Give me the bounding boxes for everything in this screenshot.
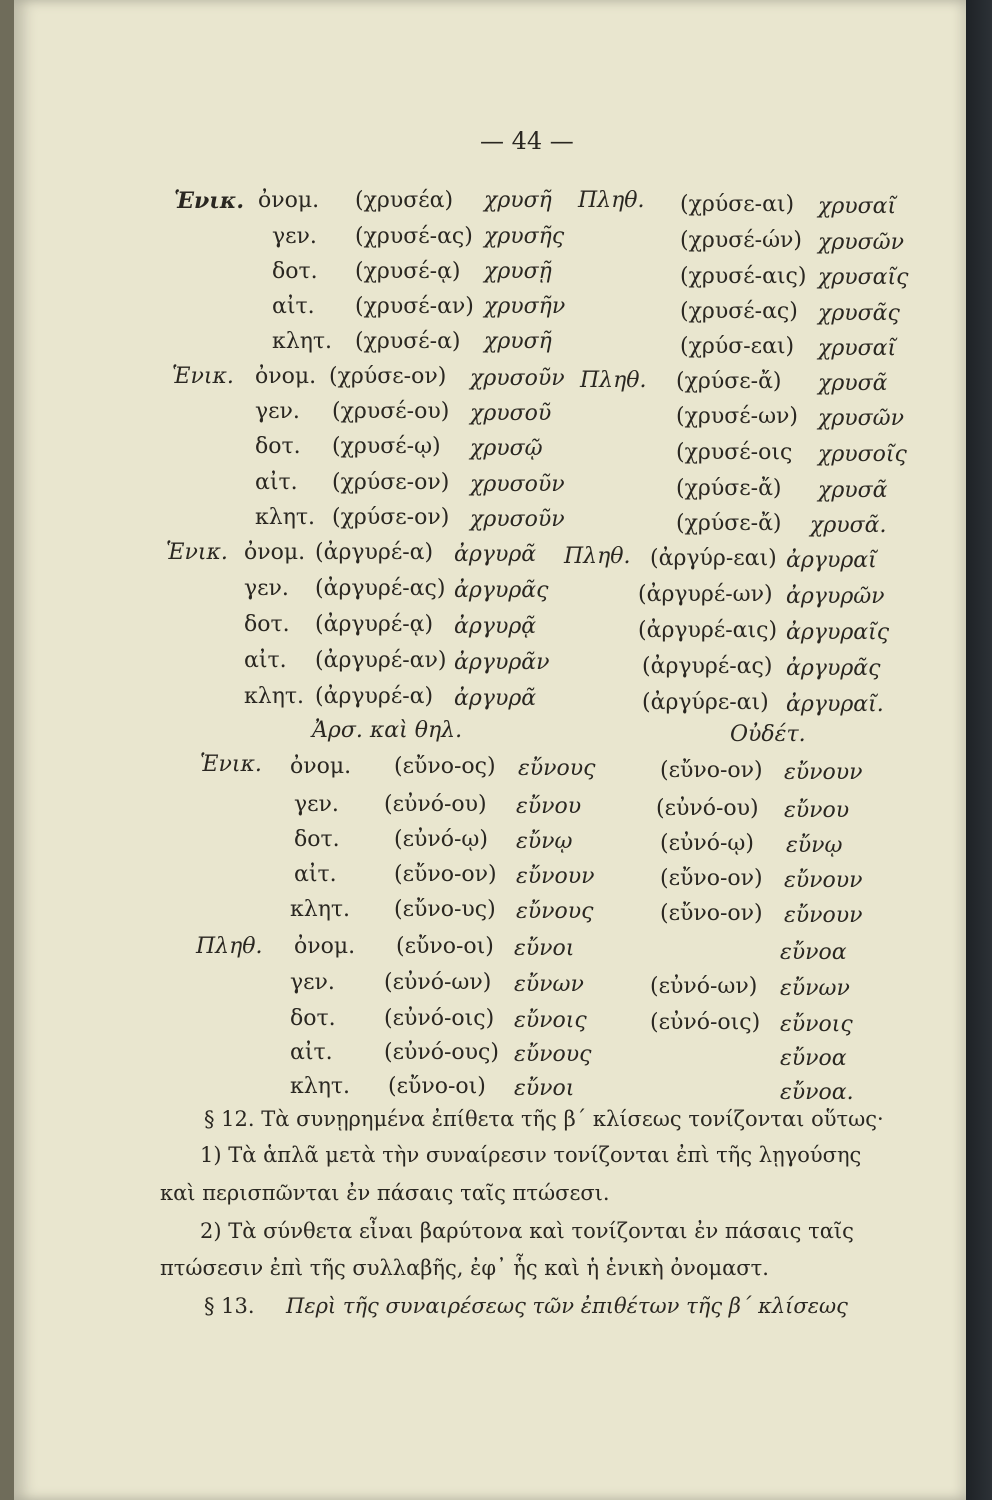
plural-form: χρυσῶν — [818, 230, 904, 255]
number-label-singular: Ἑνικ. — [172, 364, 234, 389]
section-12-line-2: 1) Τὰ ἁπλᾶ μετὰ τὴν συναίρεσιν τονίζονται ἐπὶ τῆς λῃγούσης — [200, 1143, 862, 1167]
number-label-plural: Πληθ. — [580, 368, 647, 393]
page-number: — 44 — — [480, 127, 574, 155]
case-label: ὀνομ. — [258, 188, 320, 213]
plural-form: ἀργυραῖ. — [786, 692, 884, 717]
number-label-singular: Ἑνικ. — [166, 540, 228, 565]
mf-form: εὔνους — [516, 899, 594, 924]
case-label: δοτ. — [290, 1006, 336, 1031]
neuter-form: εὔνοα — [780, 1046, 847, 1071]
number-label-singular: Ἑνικ. — [200, 752, 262, 777]
plural-split: (χρυσέ-αις) — [680, 264, 807, 289]
case-label: αἰτ. — [290, 1040, 333, 1065]
singular-form: χρυσῆς — [484, 224, 565, 249]
singular-split: (χρυσέ-α) — [355, 329, 461, 354]
singular-form: ἀργυρᾷ — [454, 614, 537, 639]
plural-split: (χρύσ-εαι) — [680, 334, 795, 359]
neuter-split: (εὐνό-ων) — [650, 974, 758, 999]
singular-split: (χρυσέ-ας) — [355, 224, 473, 249]
neuter-form: εὔνοις — [780, 1012, 853, 1037]
mf-form: εὔνοι — [514, 1076, 575, 1101]
mf-form: εὔνοι — [514, 936, 575, 961]
plural-form: ἀργυρῶν — [786, 584, 885, 609]
plural-form: χρυσῶν — [818, 406, 904, 431]
mf-split: (εὔνο-οι) — [388, 1074, 486, 1099]
singular-form: χρυσοῦν — [470, 472, 565, 497]
singular-form: χρυσοῦν — [470, 507, 565, 532]
mf-split: (εὔνο-οι) — [396, 934, 494, 959]
singular-form: ἀργυρᾶ — [454, 542, 537, 567]
mf-split: (εὐνό-ους) — [384, 1040, 499, 1065]
mf-split: (εὔνο-ος) — [394, 754, 496, 779]
number-label-plural: Πληθ. — [564, 544, 631, 569]
singular-split: (ἀργυρέ-ας) — [315, 576, 446, 601]
case-label: αἰτ. — [255, 470, 298, 495]
plural-split: (ἀργυρέ-ας) — [642, 654, 773, 679]
book-page — [14, 0, 966, 1500]
singular-split: (χρυσέ-ου) — [332, 399, 450, 424]
neuter-form: εὔνουν — [784, 868, 863, 893]
singular-split: (χρύσε-ον) — [329, 364, 447, 389]
case-label: δοτ. — [244, 612, 290, 637]
case-label: ὀνομ. — [290, 754, 352, 779]
plural-split: (χρύσε-ἄ) — [676, 369, 782, 394]
singular-split: (χρυσέ-ᾳ) — [355, 259, 461, 284]
case-label: κλητ. — [290, 897, 351, 922]
singular-form: χρυσῆ — [484, 188, 552, 213]
singular-form: ἀργυρᾶ — [454, 686, 537, 711]
mf-form: εὔνους — [514, 1042, 592, 1067]
neuter-form: εὔνοα — [780, 940, 847, 965]
case-label: γεν. — [290, 970, 335, 995]
section-12-line-4: 2) Τὰ σύνθετα εἶναι βαρύτονα καὶ τονίζονται ἐν πάσαις ταῖς — [200, 1219, 854, 1243]
plural-split: (ἀργύρ-εαι) — [650, 546, 777, 571]
singular-form: χρυσῆν — [484, 294, 566, 319]
neuter-form: εὔνουν — [784, 903, 863, 928]
singular-form: χρυσοῦ — [470, 401, 552, 426]
singular-split: (χρυσέα) — [355, 188, 454, 213]
case-label: δοτ. — [255, 434, 301, 459]
neuter-form: εὔνου — [784, 798, 850, 823]
mf-form: εὔνων — [514, 972, 584, 997]
mf-split: (εὐνό-ων) — [384, 970, 492, 995]
plural-form: ἀργυραῖ — [786, 548, 877, 573]
plural-split: (ἀργύρε-αι) — [642, 690, 769, 715]
mf-split: (εὔνο-ον) — [394, 862, 497, 887]
mf-form: εὔνουν — [516, 864, 595, 889]
singular-form: χρυσῷ — [470, 436, 543, 461]
plural-split: (χρυσέ-ών) — [680, 228, 802, 253]
plural-split: (χρύσε-ἄ) — [676, 511, 782, 536]
number-label-singular: Ἑνικ. — [174, 188, 245, 214]
case-label: ὀνομ. — [244, 540, 306, 565]
section-12-line-5: πτώσεσιν ἐπὶ τῆς συλλαβῆς, ἐφ᾿ ἧς καὶ ἡ ἑνικὴ ὀνομαστ. — [160, 1256, 769, 1280]
case-label: δοτ. — [272, 259, 318, 284]
case-label: κλητ. — [244, 684, 305, 709]
singular-form: χρυσοῦν — [470, 366, 565, 391]
singular-split: (χρύσε-ον) — [332, 505, 450, 530]
singular-split: (χρυσέ-ῳ) — [332, 434, 441, 459]
neuter-form: εὔνουν — [784, 760, 863, 785]
neuter-split: (εὔνο-ον) — [660, 901, 763, 926]
neuter-split: (εὔνο-ον) — [660, 758, 763, 783]
case-label: αἰτ. — [272, 294, 315, 319]
section-13-number: § 13. — [204, 1294, 255, 1318]
plural-split: (χρύσε-αι) — [680, 192, 795, 217]
case-label: αἰτ. — [244, 648, 287, 673]
plural-form: ἀργυραῖς — [786, 620, 890, 645]
singular-split: (ἀργυρέ-ᾳ) — [315, 612, 434, 637]
case-label: κλητ. — [255, 505, 316, 530]
masc-fem-heading: Ἀρσ. καὶ θηλ. — [312, 718, 463, 743]
case-label: ὀνομ. — [294, 934, 356, 959]
section-12-line-1: § 12. Τὰ συνῃρημένα ἐπίθετα τῆς β΄ κλίσεως τονίζονται οὕτως· — [204, 1107, 884, 1131]
singular-form: ἀργυρᾶν — [454, 650, 550, 675]
mf-form: εὔνους — [518, 756, 596, 781]
plural-form: χρυσᾶ — [818, 478, 888, 503]
case-label: κλητ. — [290, 1074, 351, 1099]
singular-split: (χρύσε-ον) — [332, 470, 450, 495]
plural-split: (χρυσέ-ας) — [680, 299, 798, 324]
mf-split: (εὔνο-υς) — [394, 897, 496, 922]
plural-form: χρυσᾶ. — [810, 513, 887, 538]
plural-form: χρυσαῖς — [818, 265, 909, 290]
case-label: αἰτ. — [294, 862, 337, 887]
plural-form: χρυσᾶς — [818, 301, 900, 326]
singular-split: (χρυσέ-αν) — [355, 294, 474, 319]
mf-form: εὔνῳ — [516, 829, 573, 854]
singular-form: χρυσῇ — [484, 259, 552, 284]
neuter-split: (εὐνό-ου) — [656, 796, 759, 821]
case-label: γεν. — [255, 399, 300, 424]
neuter-heading: Οὐδέτ. — [730, 722, 806, 747]
case-label: ὀνομ. — [255, 364, 317, 389]
mf-split: (εὐνό-ῳ) — [394, 827, 488, 852]
plural-form: χρυσαῖ — [818, 194, 897, 219]
case-label: κλητ. — [272, 329, 333, 354]
plural-form: ἀργυρᾶς — [786, 656, 881, 681]
plural-split: (χρύσε-ἄ) — [676, 476, 782, 501]
neuter-form: εὔνων — [780, 976, 850, 1001]
number-label-plural: Πληθ. — [196, 934, 263, 959]
singular-split: (ἀργυρέ-α) — [315, 684, 434, 709]
book-spine-edge — [966, 0, 992, 1500]
case-label: γεν. — [244, 576, 289, 601]
number-label-plural: Πληθ. — [578, 188, 645, 213]
neuter-split: (εὔνο-ον) — [660, 866, 763, 891]
plural-split: (ἀργυρέ-ων) — [638, 582, 773, 607]
singular-form: χρυσῆ — [484, 329, 552, 354]
section-12-line-3: καὶ περισπῶνται ἐν πάσαις ταῖς πτώσεσι. — [160, 1181, 610, 1205]
mf-split: (εὐνό-ου) — [384, 792, 487, 817]
plural-split: (χρυσέ-οις — [676, 440, 793, 465]
plural-form: χρυσοῖς — [818, 442, 907, 467]
section-13-title: Περὶ τῆς συναιρέσεως τῶν ἐπιθέτων τῆς β΄ κλίσεως — [286, 1294, 848, 1318]
neuter-split: (εὐνό-οις) — [650, 1010, 761, 1035]
mf-form: εὔνοις — [514, 1008, 587, 1033]
case-label: γεν. — [294, 792, 339, 817]
case-label: δοτ. — [294, 827, 340, 852]
mf-form: εὔνου — [516, 794, 582, 819]
plural-split: (χρυσέ-ων) — [676, 404, 798, 429]
plural-form: χρυσαῖ — [818, 336, 897, 361]
mf-split: (εὐνό-οις) — [384, 1006, 495, 1031]
plural-form: χρυσᾶ — [818, 371, 888, 396]
neuter-form: εὔνῳ — [786, 833, 843, 858]
singular-split: (ἀργυρέ-α) — [315, 540, 434, 565]
singular-form: ἀργυρᾶς — [454, 578, 549, 603]
neuter-split: (εὐνό-ῳ) — [660, 831, 754, 856]
neuter-form: εὔνοα. — [780, 1080, 854, 1105]
plural-split: (ἀργυρέ-αις) — [638, 618, 778, 643]
singular-split: (ἀργυρέ-αν) — [315, 648, 447, 673]
case-label: γεν. — [272, 224, 317, 249]
